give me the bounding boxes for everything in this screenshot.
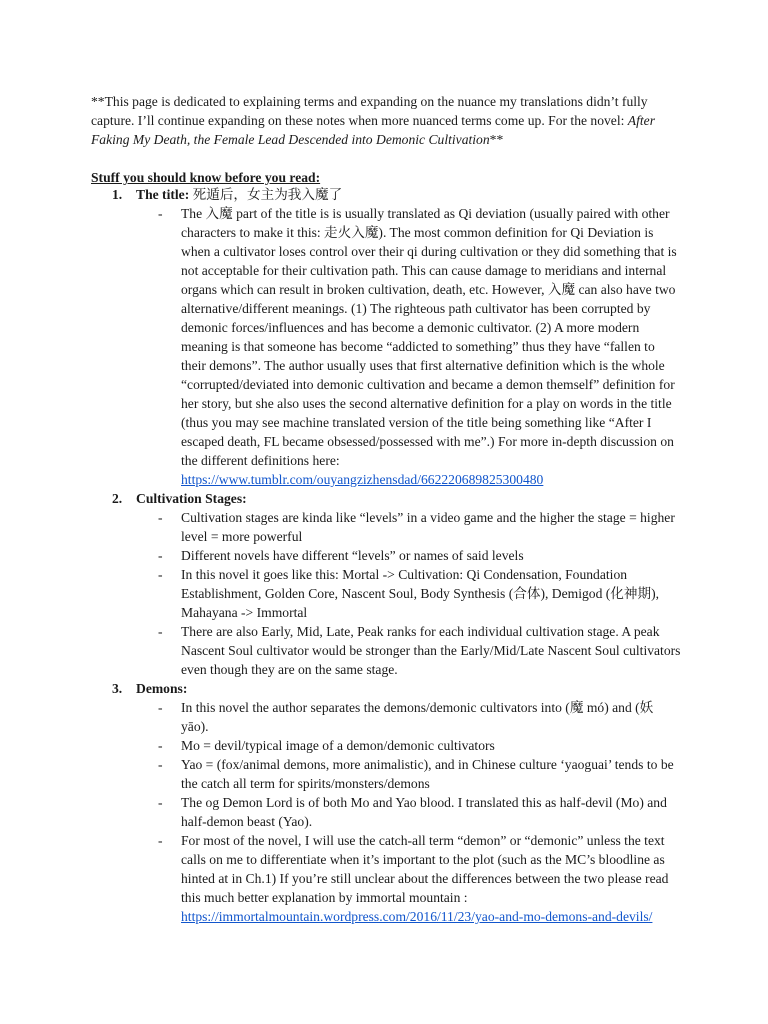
bullet-item <box>136 698 681 736</box>
section-demons-item <box>91 679 681 926</box>
bullet-text: Different novels have different “levels” or names of said levels <box>181 548 524 563</box>
bullet-dash: - <box>158 624 163 639</box>
bullet-dash: - <box>158 206 163 221</box>
bullet-dash: - <box>158 795 163 810</box>
sections-list <box>91 185 681 926</box>
bullet-item <box>136 546 681 565</box>
section-title: Cultivation Stages: <box>136 491 247 506</box>
bullet-text: For most of the novel, I will use the catch-all term “demon” or “demonic” unless the text calls on me to differentiate when it’s important to the plot (such as the MC’s bloodline as hinted at in Ch.1) If you’re still unclear about the differences between the two please read this much better explanation by immortal mountain : <box>181 833 669 905</box>
bullet-dash: - <box>158 567 163 582</box>
bullet-dash: - <box>158 548 163 563</box>
bullet-item <box>136 622 681 679</box>
novel-title: After Faking My Death, the Female Lead Descended into Demonic Cultivation <box>91 113 655 147</box>
bullet-dash: - <box>158 700 163 715</box>
bullet-text: In this novel it goes like this: Mortal -> Cultivation: Qi Condensation, Foundation Establishment, Golden Core, Nascent Soul, Body Synthesis (合体), Demigod (化神期), Mahayana -> Immortal <box>181 567 659 620</box>
bullet-item <box>136 831 681 926</box>
bullet-item <box>136 755 681 793</box>
section-stages-item <box>91 489 681 679</box>
bullet-item <box>136 736 681 755</box>
bullet-list <box>136 204 681 489</box>
section-number: 2. <box>112 491 123 506</box>
bullet-text: In this novel the author separates the demons/demonic cultivators into (魔 mó) and (妖 yāo). <box>181 700 654 734</box>
bullet-list <box>136 698 681 926</box>
section-title-extra: 死遁后，女主为我入魔了 <box>189 187 343 202</box>
bullet-dash: - <box>158 510 163 525</box>
bullet-item <box>136 565 681 622</box>
bullet-text: The og Demon Lord is of both Mo and Yao blood. I translated this as half-devil (Mo) and half-demon beast (Yao). <box>181 795 667 829</box>
bullet-text: The 入魔 part of the title is is usually translated as Qi deviation (usually paired with other characters to make it this: 走火入魔). The most common definition for Qi Deviation is when a cultivator loses control over their qi during cultivation or they did something that is not acceptable for their cultivation path. This can cause damage to meridians and internal organs which can result in broken cultivation, death, etc. However, 入魔 can also have two alternative/different meanings. (1) The righteous path cultivator has been corrupted by demonic forces/influences and has become a demonic cultivator. (2) A more modern meaning is that someone has become “addicted to something” thus they have “fallen to their demons”. The author usually uses that first alternative definition which is the whole “corrupted/deviated into demonic cultivation and became a demon themself” definition for her story, but she also uses the second alternative definition for a play on words in the title (thus you may see machine translated version of the title being something like “After I escaped death, FL became obsessed/possessed with me”.) For more in-depth discussion on the different definitions here: <box>181 206 677 468</box>
immortal-mountain-link[interactable]: https://immortalmountain.wordpress.com/2016/11/23/yao-and-mo-demons-and-devils/ <box>181 909 653 924</box>
bullet-text: There are also Early, Mid, Late, Peak ranks for each individual cultivation stage. A peak Nascent Soul cultivator would be stronger than the Early/Mid/Late Nascent Soul cultivators even though they are on the same stage. <box>181 624 681 677</box>
section-title: Demons: <box>136 681 188 696</box>
section-number: 1. <box>112 187 123 202</box>
intro-paragraph <box>91 92 676 149</box>
section-number: 3. <box>112 681 123 696</box>
bullet-text: Cultivation stages are kinda like “levels” in a video game and the higher the stage = higher level = more powerful <box>181 510 675 544</box>
section-heading: Stuff you should know before you read: <box>91 170 321 185</box>
bullet-list <box>136 508 681 679</box>
bullet-text: Yao = (fox/animal demons, more animalistic), and in Chinese culture ‘yaoguai’ tends to be the catch all term for spirits/monsters/demons <box>181 757 674 791</box>
section-title-item <box>91 185 681 489</box>
bullet-item <box>136 204 681 489</box>
bullet-item <box>136 793 681 831</box>
bullet-dash: - <box>158 738 163 753</box>
intro-text: **This page is dedicated to explaining terms and expanding on the nuance my translations didn’t fully capture. I’ll continue expanding on these notes when more nuanced terms come up. For the novel: <box>91 94 648 128</box>
bullet-text: Mo = devil/typical image of a demon/demonic cultivators <box>181 738 495 753</box>
bullet-dash: - <box>158 833 163 848</box>
intro-closing: ** <box>489 132 504 147</box>
section-title: The title: <box>136 187 190 202</box>
bullet-item <box>136 508 681 546</box>
tumblr-link[interactable]: https://www.tumblr.com/ouyangzizhensdad/662220689825300480 <box>181 472 544 487</box>
bullet-dash: - <box>158 757 163 772</box>
